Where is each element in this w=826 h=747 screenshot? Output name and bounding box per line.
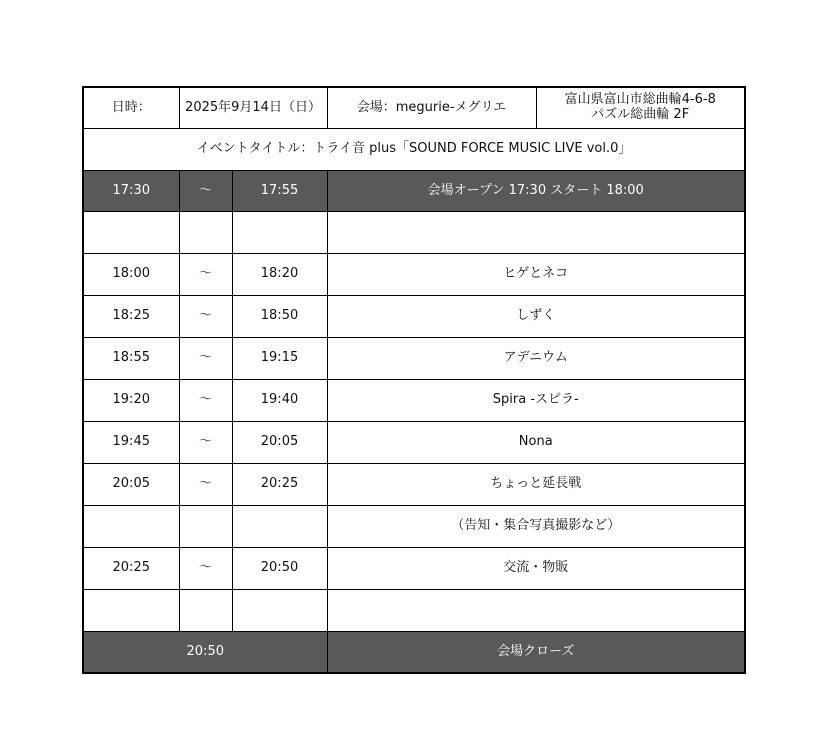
start-time: 18:00 [83,254,179,296]
event-title-row [83,129,745,171]
end-time: 20:25 [232,464,327,506]
act-name: Spira -スピラ- [327,380,745,422]
start-time [83,506,179,548]
time-separator [179,212,232,254]
act-name: （告知・集合写真撮影など） [327,506,745,548]
start-time: 19:45 [83,422,179,464]
end-time: 18:20 [232,254,327,296]
end-time: 19:40 [232,380,327,422]
time-separator: ～ [179,380,232,422]
act-name: Nona [327,422,745,464]
time-separator: ～ [179,464,232,506]
closing-label: 会場クローズ [327,632,745,674]
schedule-sheet [82,86,744,674]
table-row [83,380,745,422]
act-name [327,590,745,632]
header-row [83,87,745,129]
time-separator: ～ [179,548,232,590]
end-time: 20:50 [232,548,327,590]
closing-time: 20:50 [83,632,327,674]
end-time: 19:15 [232,338,327,380]
venue-name: 会場：megurie-メグリエ [327,87,536,129]
end-time: 20:05 [232,422,327,464]
start-time: 20:05 [83,464,179,506]
closing-row [83,632,745,674]
schedule-table [82,86,746,674]
table-row [83,254,745,296]
start-time: 20:25 [83,548,179,590]
start-time: 18:25 [83,296,179,338]
date-value: 2025年9月14日（日） [179,87,327,129]
start-time [83,590,179,632]
time-separator: ～ [179,422,232,464]
time-separator: ～ [179,296,232,338]
start-time [83,212,179,254]
table-row [83,212,745,254]
opening-start-time: 17:30 [83,171,179,212]
start-time: 18:55 [83,338,179,380]
start-time: 19:20 [83,380,179,422]
date-label: 日時： [83,87,179,129]
time-separator [179,506,232,548]
time-separator [179,590,232,632]
time-separator: ～ [179,338,232,380]
table-row [83,590,745,632]
address-line-1: 富山県富山市総曲輪4-6-8 [564,92,716,108]
end-time [232,590,327,632]
opening-end-time: 17:55 [232,171,327,212]
end-time [232,212,327,254]
act-name: 交流・物販 [327,548,745,590]
opening-label: 会場オープン 17:30 スタート 18:00 [327,171,745,212]
act-name: ちょっと延長戦 [327,464,745,506]
table-row [83,548,745,590]
opening-row [83,171,745,212]
act-name: アデニウム [327,338,745,380]
time-separator: ～ [179,254,232,296]
act-name [327,212,745,254]
venue-address [536,87,745,129]
act-name: しずく [327,296,745,338]
table-row [83,296,745,338]
opening-separator: ～ [179,171,232,212]
table-row [83,422,745,464]
event-title: イベントタイトル：トライ音 plus「SOUND FORCE MUSIC LIVE vol.0」 [83,129,745,171]
address-line-2: パズル総曲輪 2F [591,107,690,122]
end-time [232,506,327,548]
table-row [83,464,745,506]
act-name: ヒゲとネコ [327,254,745,296]
table-row [83,506,745,548]
end-time: 18:50 [232,296,327,338]
table-row [83,338,745,380]
